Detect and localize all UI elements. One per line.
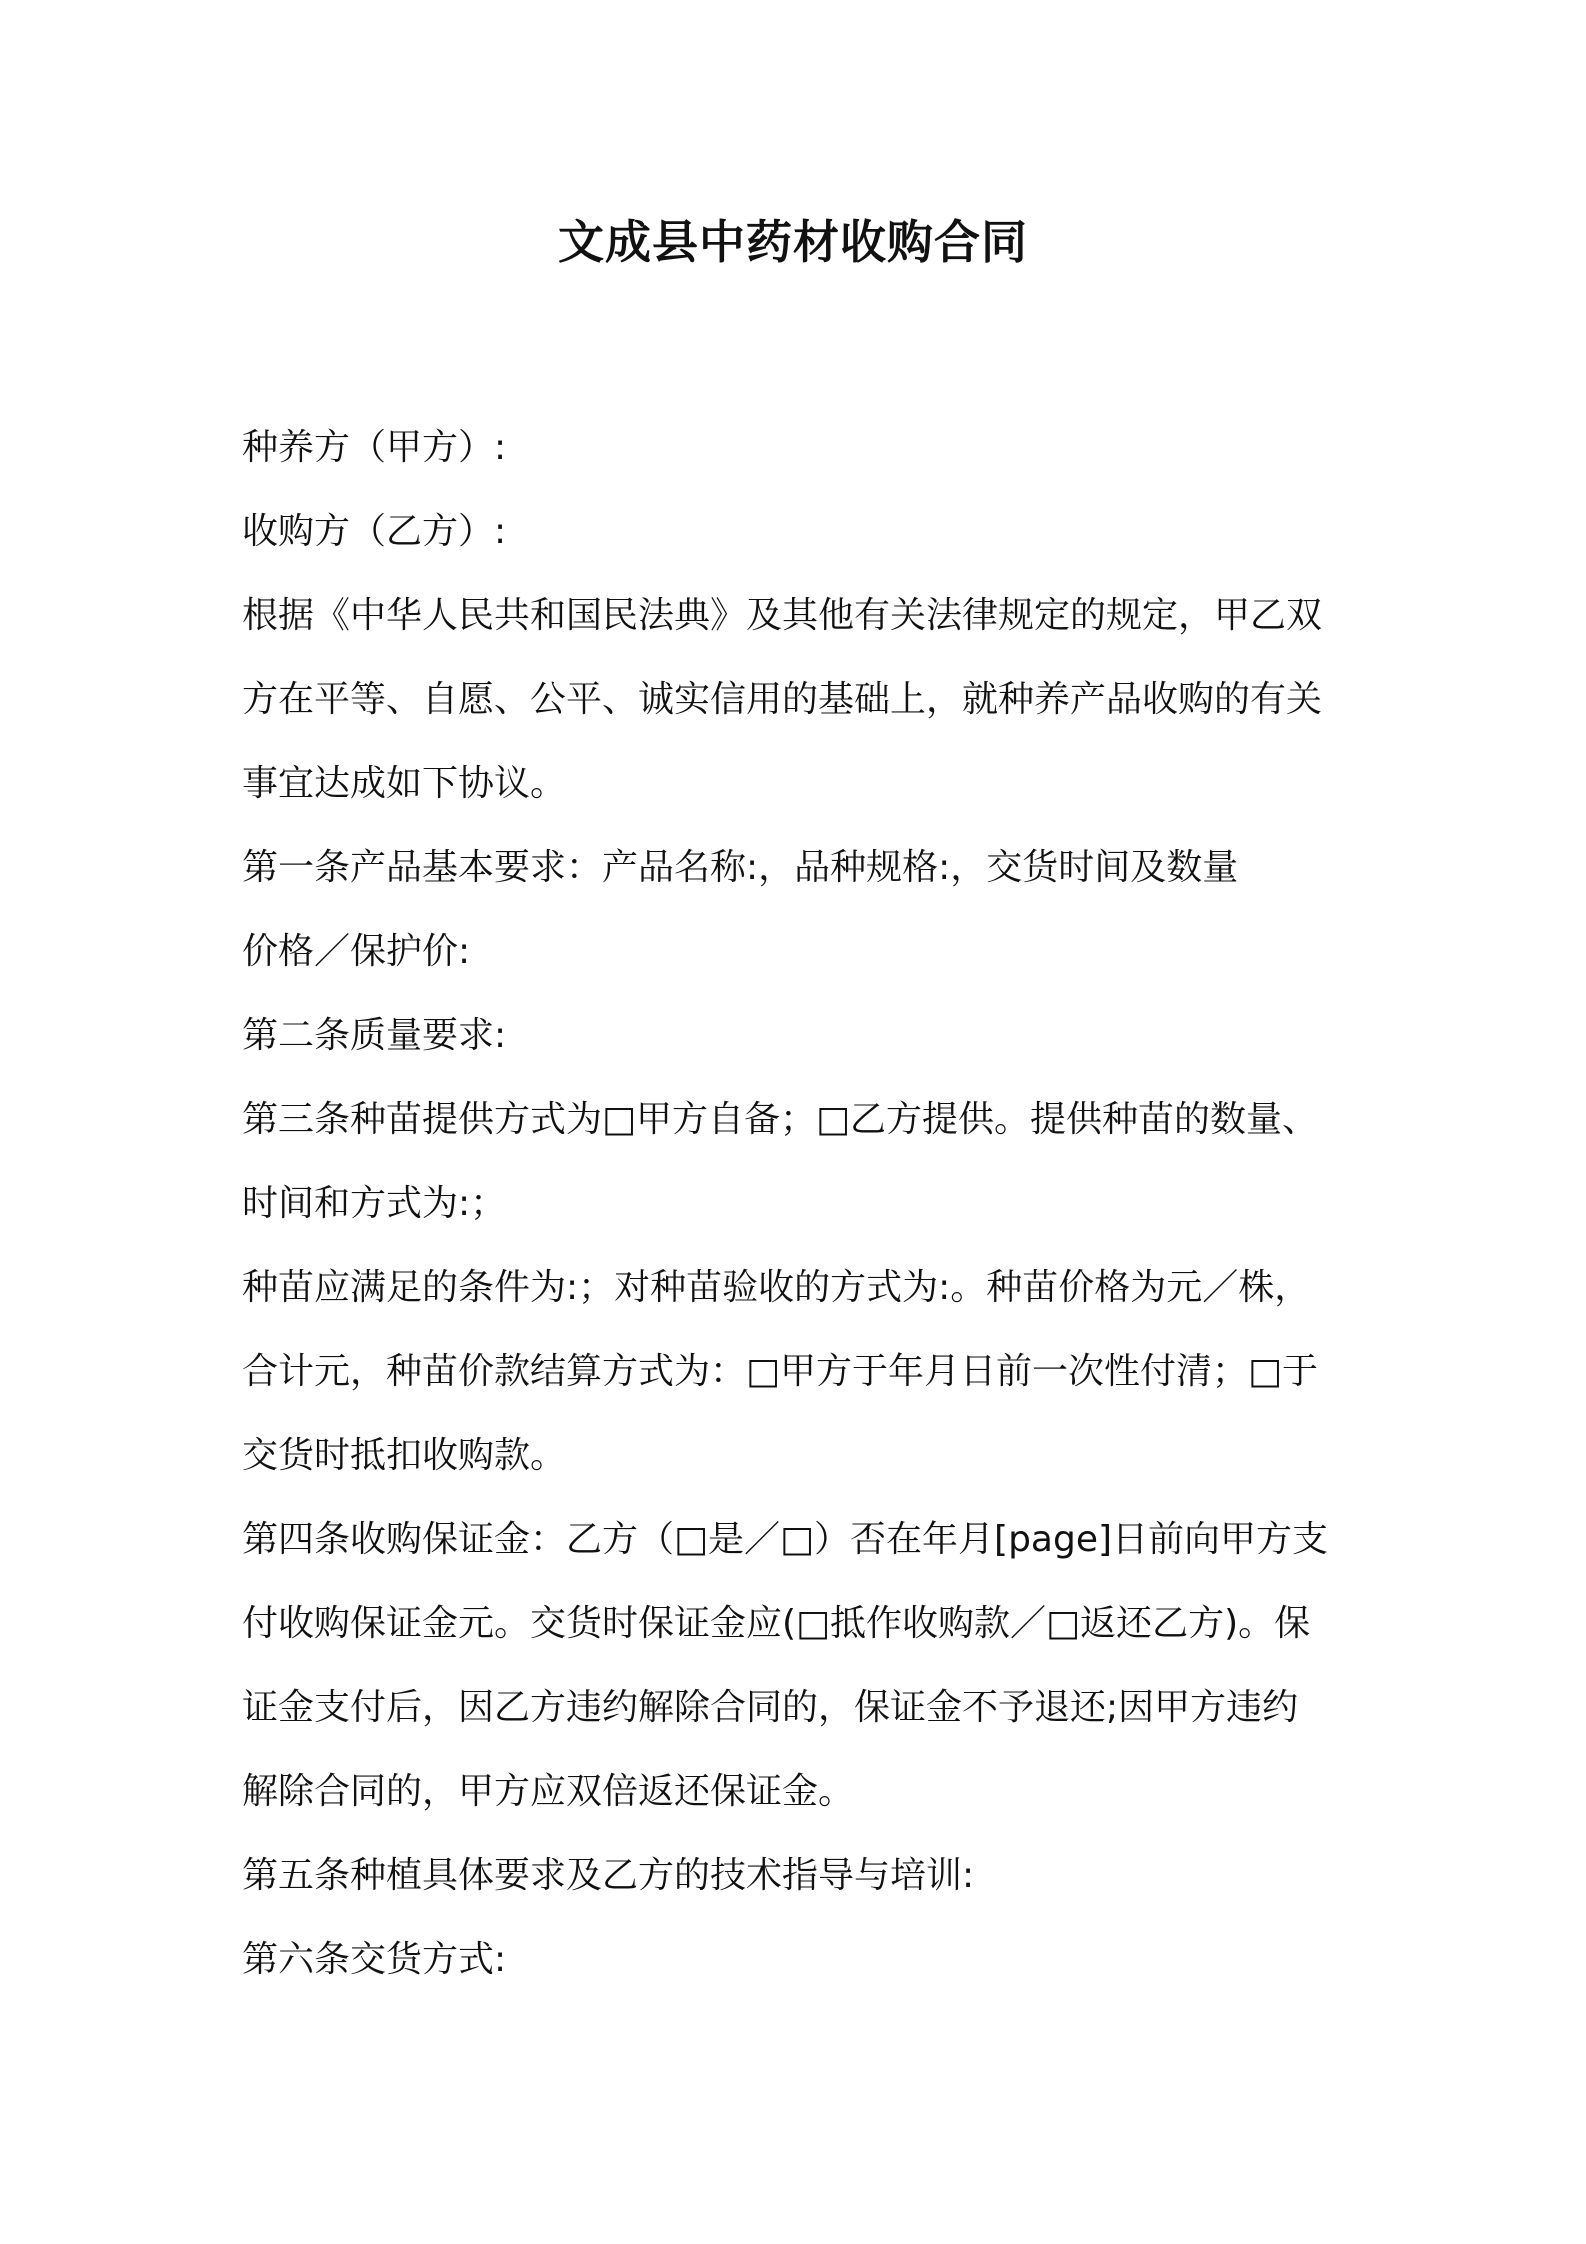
article-3-line-2: 时间和方式为:；: [242, 1183, 507, 1224]
article-4-line-1: 第四条收购保证金：乙方（□是／□）否在年月[page]日前向甲方支: [242, 1519, 1329, 1560]
party-b-line: 收购方（乙方）:: [242, 511, 507, 552]
article-2-line: 第二条质量要求:: [242, 1015, 507, 1056]
document-body: [242, 406, 1362, 2002]
party-a-line: 种养方（甲方）:: [242, 427, 507, 468]
article-4-line-4: 解除合同的，甲方应双倍返还保证金。: [242, 1771, 855, 1812]
article-3-line-5: 交货时抵扣收购款。: [242, 1435, 567, 1476]
article-3-line-4: 合计元，种苗价款结算方式为：□甲方于年月日前一次性付清；□于: [242, 1351, 1319, 1392]
preamble-line-1: 根据《中华人民共和国民法典》及其他有关法律规定的规定，甲乙双: [242, 595, 1323, 636]
article-4-line-2: 付收购保证金元。交货时保证金应(□抵作收购款／□返还乙方)。保: [242, 1603, 1311, 1644]
article-1-line-2: 价格／保护价:: [242, 931, 471, 972]
preamble-line-2: 方在平等、自愿、公平、诚实信用的基础上，就种养产品收购的有关: [242, 679, 1323, 720]
article-3-line-1: 第三条种苗提供方式为□甲方自备；□乙方提供。提供种苗的数量、: [242, 1099, 1319, 1140]
article-6-line: 第六条交货方式:: [242, 1939, 507, 1980]
article-3-line-3: 种苗应满足的条件为:；对种苗验收的方式为:。种苗价格为元／株，: [242, 1267, 1311, 1308]
article-1-line-1: 第一条产品基本要求：产品名称:，品种规格:，交货时间及数量: [242, 847, 1239, 888]
article-5-line: 第五条种植具体要求及乙方的技术指导与培训:: [242, 1855, 975, 1896]
document-title: 文成县中药材收购合同: [558, 215, 1028, 269]
article-4-line-3: 证金支付后，因乙方违约解除合同的，保证金不予退还;因甲方违约: [242, 1687, 1299, 1728]
preamble-line-3: 事宜达成如下协议。: [242, 763, 567, 804]
